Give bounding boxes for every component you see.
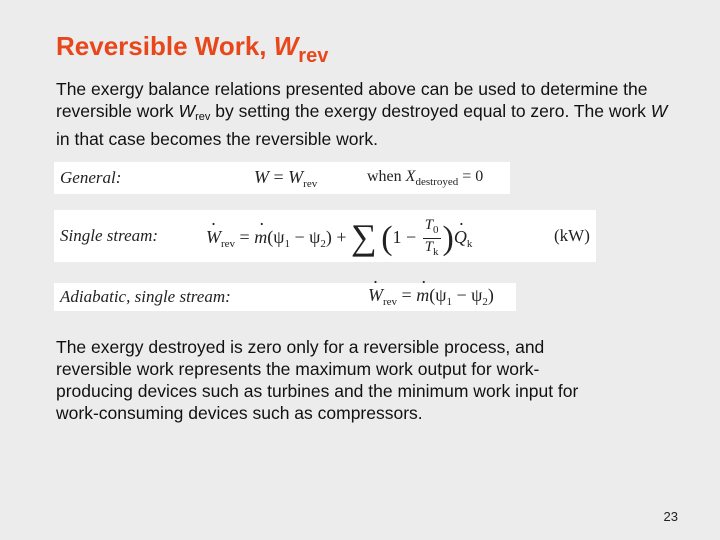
- fraction-numerator: [423, 217, 441, 239]
- eq-ss-t0: T: [424, 217, 434, 234]
- eq-ad-psi2: − ψ: [451, 285, 483, 305]
- eq-ss-big-open: (: [381, 220, 393, 257]
- equation-general-label: General:: [60, 168, 122, 187]
- eq-ss-psi1: (ψ: [267, 227, 285, 247]
- equation-single-stream: [54, 210, 596, 262]
- eq-ss-psi2: − ψ: [289, 227, 321, 247]
- title-subscript: rev: [298, 45, 329, 67]
- eq-ss-psi2-sub: 2: [320, 238, 326, 250]
- eq-ss-eq: =: [235, 227, 255, 247]
- intro-subscript: rev: [195, 111, 211, 123]
- temperature-fraction: [423, 217, 441, 260]
- eq-ad-eq: =: [397, 285, 417, 305]
- title-text: Reversible Work,: [56, 31, 274, 61]
- eq-ss-mdot: · m: [254, 227, 267, 248]
- equation-unit: (kW): [554, 226, 590, 245]
- eq-ad-w-sub: rev: [383, 296, 398, 308]
- eq-ad-wdot: · W: [368, 285, 383, 306]
- eq-ad-psi1: (ψ: [429, 285, 447, 305]
- eq-ad-psi1-sub: 1: [446, 296, 452, 308]
- eq-general-w2-sub: rev: [303, 178, 318, 190]
- eq-ss-w-sub: rev: [221, 238, 236, 250]
- eq-ad-close: ): [487, 285, 494, 305]
- eq-ad-psi2-sub: 2: [482, 296, 488, 308]
- eq-general-w2: W: [288, 167, 304, 187]
- eq-general-eq: =: [269, 167, 289, 187]
- eq-ss-tk: T: [424, 239, 434, 256]
- eq-ss-big-close: ): [442, 220, 454, 257]
- eq-ad-mdot: · m: [416, 285, 429, 306]
- eq-general-when: when: [367, 168, 406, 185]
- equation-single-stream-label: Single stream:: [60, 226, 159, 245]
- equation-adiabatic-label: Adiabatic, single stream:: [60, 287, 231, 306]
- equation-adiabatic-formula: [368, 285, 494, 308]
- equation-general-condition: [367, 168, 483, 188]
- intro-text-3: in that case becomes the reversible work.: [56, 129, 378, 149]
- eq-general-x: X: [405, 168, 416, 185]
- fraction-denominator: [423, 239, 441, 260]
- eq-ss-psi1-sub: 1: [284, 238, 290, 250]
- title-symbol: W: [273, 31, 299, 61]
- eq-general-w: W: [254, 167, 269, 187]
- intro-symbol: W: [178, 101, 196, 121]
- eq-ss-tk-sub: k: [433, 246, 439, 259]
- intro-paragraph: [56, 78, 676, 150]
- intro-symbol-2: W: [650, 101, 668, 121]
- slide-title: [56, 30, 328, 72]
- conclusion-paragraph: The exergy destroyed is zero only for a reversible process, and reversible work represents the maximum work output for work-producing devices such as turbines and the minimum work input for work-consuming devices such as compressors.: [56, 337, 579, 423]
- intro-text-1: The exergy balance relations presented above can be used to determine the reversible work: [56, 79, 648, 121]
- eq-ss-t0-sub: 0: [433, 224, 439, 237]
- equation-general-lhs: [254, 167, 317, 190]
- eq-ss-one: 1 −: [392, 227, 421, 247]
- eq-ss-q-sub: k: [466, 238, 473, 250]
- equation-single-stream-formula: [206, 216, 472, 260]
- eq-ss-qdot: · Q: [454, 227, 467, 248]
- eq-ss-plus: +: [331, 227, 352, 247]
- eq-ss-close: ): [325, 227, 332, 247]
- sum-symbol: ∑: [351, 217, 377, 257]
- eq-general-tail: = 0: [458, 168, 484, 185]
- eq-ss-wdot: · W: [206, 227, 221, 248]
- intro-text-2: by setting the exergy destroyed equal to zero. The work: [210, 101, 651, 121]
- eq-general-x-sub: destroyed: [415, 176, 459, 188]
- page-number: 23: [663, 509, 678, 524]
- equation-general: [54, 162, 510, 194]
- equation-adiabatic: [54, 283, 516, 311]
